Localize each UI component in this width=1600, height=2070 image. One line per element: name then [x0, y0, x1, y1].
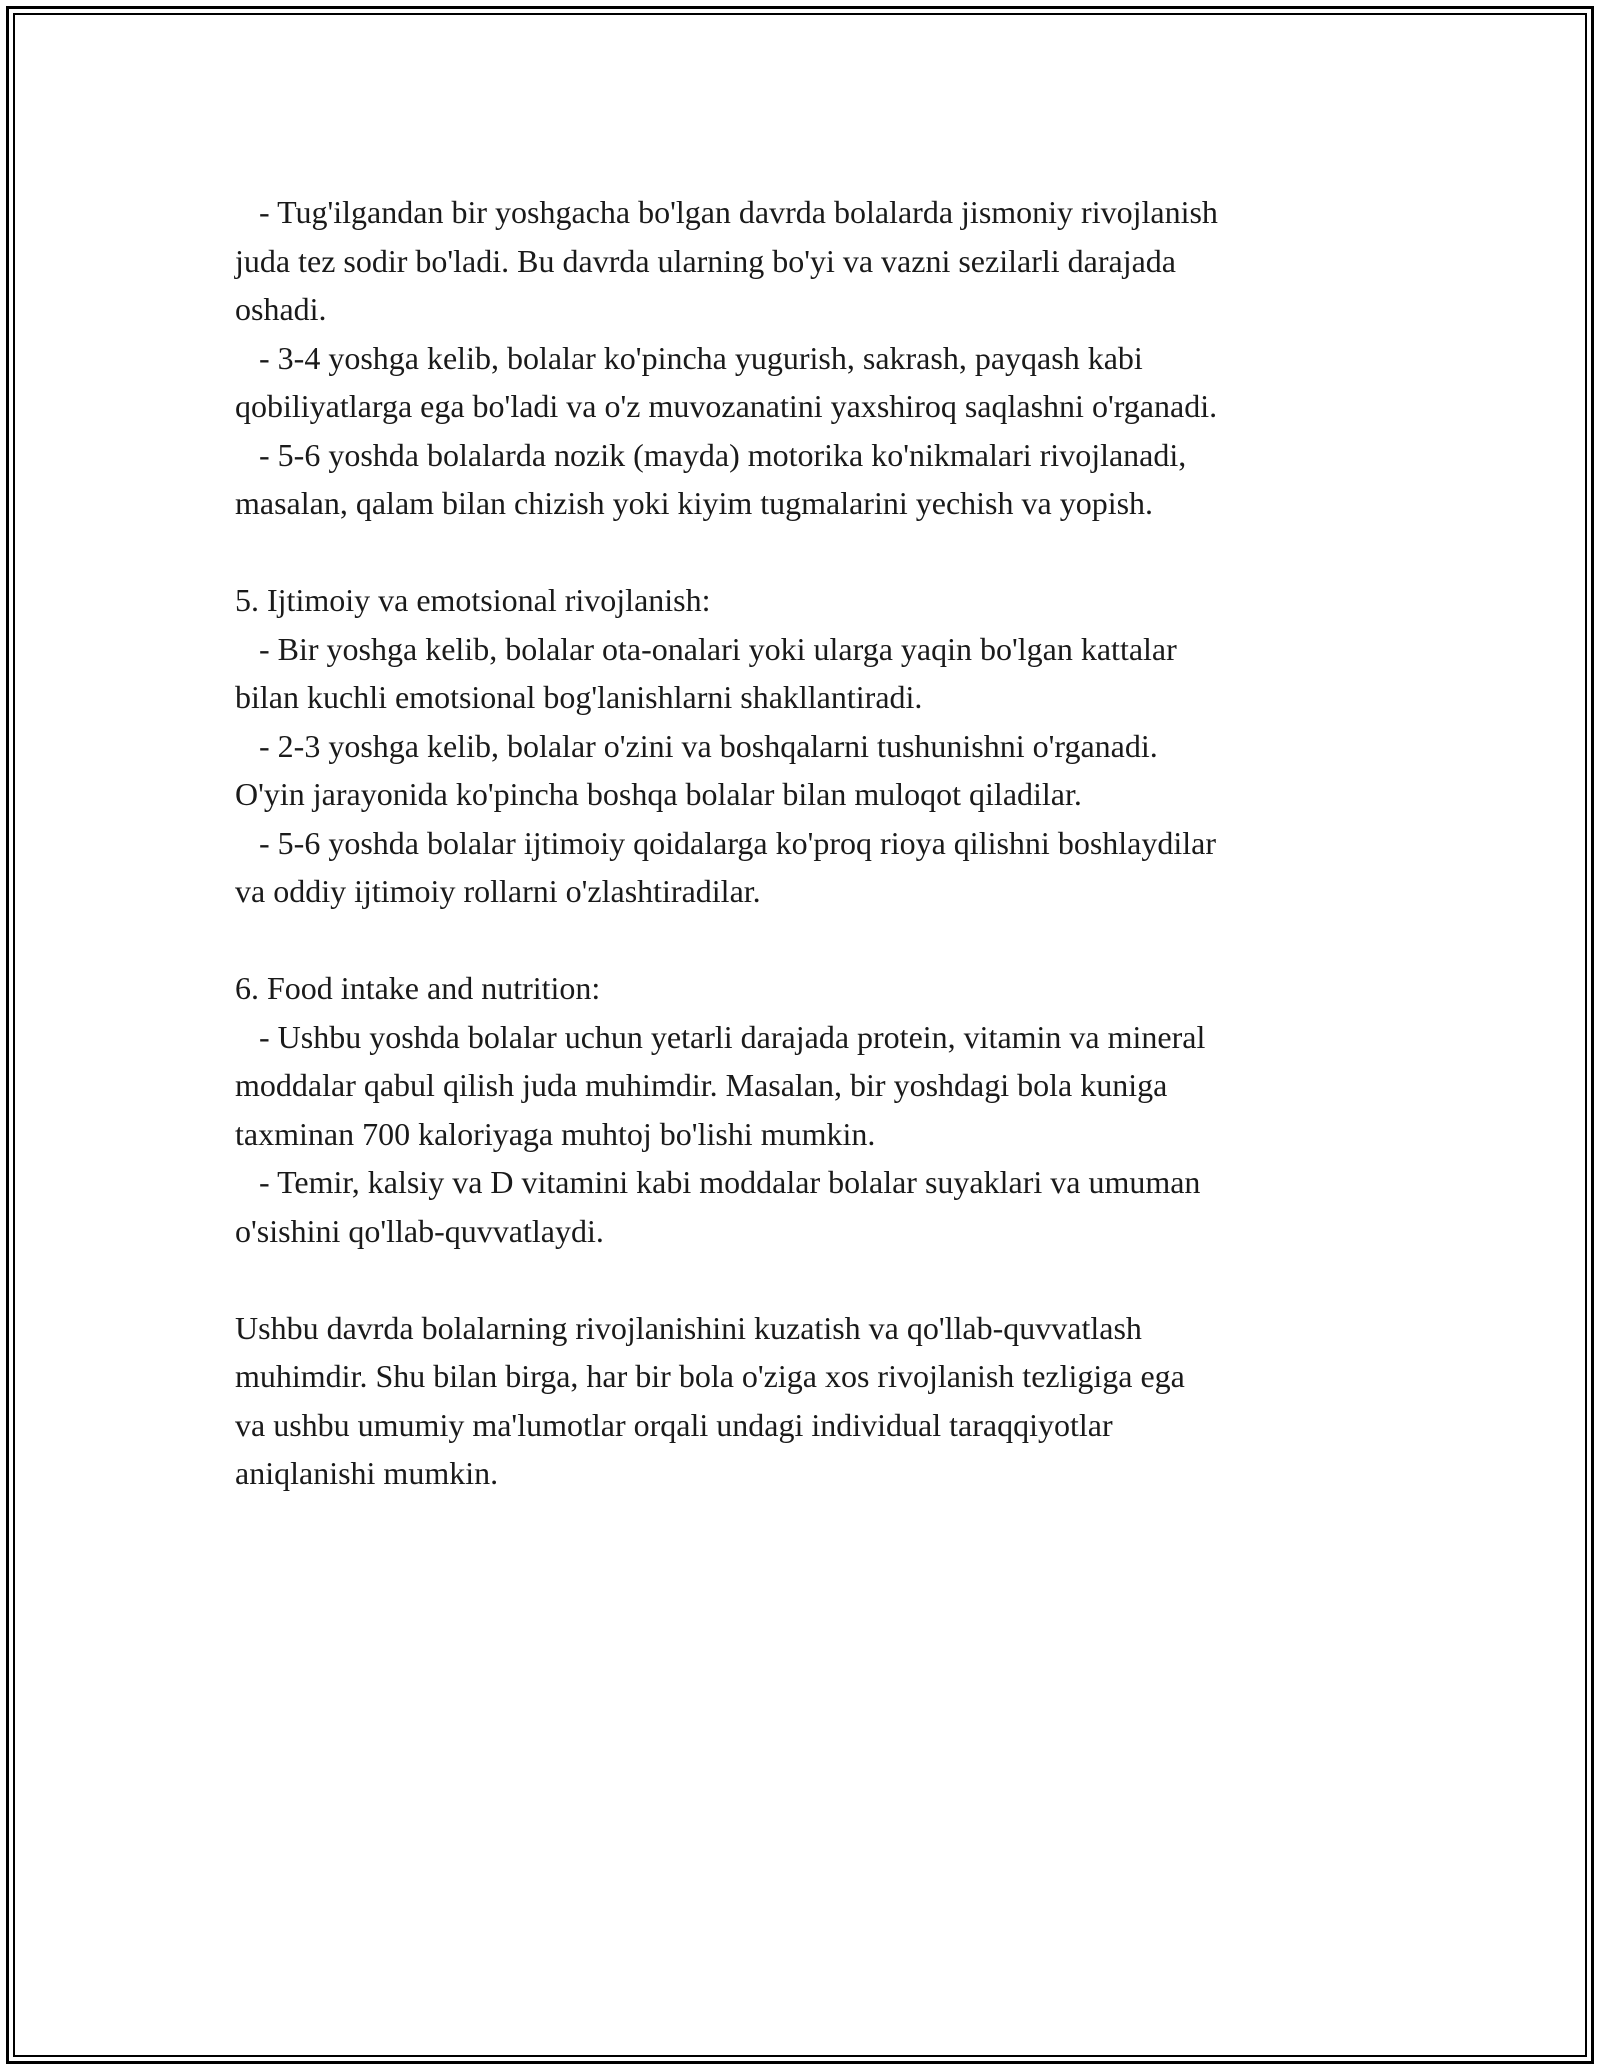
- text-line: - Temir, kalsiy va D vitamini kabi moddalar bolalar suyaklari va umuman: [235, 1164, 1201, 1200]
- text-line: oshadi.: [235, 291, 327, 327]
- text-line: - 5-6 yoshda bolalarda nozik (mayda) motorika ko'nikmalari rivojlanadi,: [235, 436, 1187, 473]
- text-line: va oddiy ijtimoiy rollarni o'zlashtiradilar.: [235, 873, 761, 909]
- physical-development-section: [235, 188, 1385, 528]
- text-line: - 2-3 yoshga kelib, bolalar o'zini va boshqalarni tushunishni o'rganadi.: [235, 727, 1158, 764]
- conclusion-paragraph: [235, 1304, 1385, 1498]
- text-line: - 5-6 yoshda bolalar ijtimoiy qoidalarga ko'proq rioya qilishni boshlaydilar: [235, 824, 1216, 861]
- text-line: - Bir yoshga kelib, bolalar ota-onalari yoki ularga yaqin bo'lgan kattalar: [235, 630, 1177, 667]
- text-line: taxminan 700 kaloriyaga muhtoj bo'lishi mumkin.: [235, 1115, 876, 1152]
- text-line: aniqlanishi mumkin.: [235, 1455, 499, 1491]
- nutrition-section: [235, 964, 1385, 1255]
- paragraph-gap: [235, 916, 1385, 965]
- text-line: bilan kuchli emotsional bog'lanishlarni shakllantiradi.: [235, 679, 923, 715]
- social-emotional-section: [235, 576, 1385, 916]
- paragraph-gap: [235, 528, 1385, 577]
- text-line: O'yin jarayonida ko'pincha boshqa bolalar bilan muloqot qiladilar.: [235, 776, 1082, 812]
- text-line: va ushbu umumiy ma'lumotlar orqali undagi individual taraqqiyotlar: [235, 1406, 1113, 1443]
- paragraph-gap: [235, 1255, 1385, 1304]
- text-line: masalan, qalam bilan chizish yoki kiyim tugmalarini yechish va yopish.: [235, 485, 1154, 521]
- text-line: - 3-4 yoshga kelib, bolalar ko'pincha yugurish, sakrash, payqash kabi: [235, 339, 1143, 376]
- text-line: muhimdir. Shu bilan birga, har bir bola o'ziga xos rivojlanish tezligiga ega: [235, 1358, 1185, 1394]
- text-line: Ushbu davrda bolalarning rivojlanishini kuzatish va qo'llab-quvvatlash: [235, 1309, 1142, 1346]
- section-heading: 6. Food intake and nutrition:: [235, 970, 601, 1006]
- text-line: - Tug'ilgandan bir yoshgacha bo'lgan davrda bolalarda jismoniy rivojlanish: [235, 194, 1218, 230]
- text-line: qobiliyatlarga ega bo'ladi va o'z muvozanatini yaxshiroq saqlashni o'rganadi.: [235, 388, 1218, 424]
- text-line: moddalar qabul qilish juda muhimdir. Masalan, bir yoshdagi bola kuniga: [235, 1067, 1168, 1103]
- text-line: o'sishini qo'llab-quvvatlaydi.: [235, 1212, 604, 1249]
- text-line: - Ushbu yoshda bolalar uchun yetarli darajada protein, vitamin va mineral: [235, 1018, 1206, 1055]
- document-body: [235, 188, 1385, 1498]
- text-line: juda tez sodir bo'ladi. Bu davrda ularning bo'yi va vazni sezilarli darajada: [235, 242, 1176, 279]
- section-heading: 5. Ijtimoiy va emotsional rivojlanish:: [235, 582, 711, 618]
